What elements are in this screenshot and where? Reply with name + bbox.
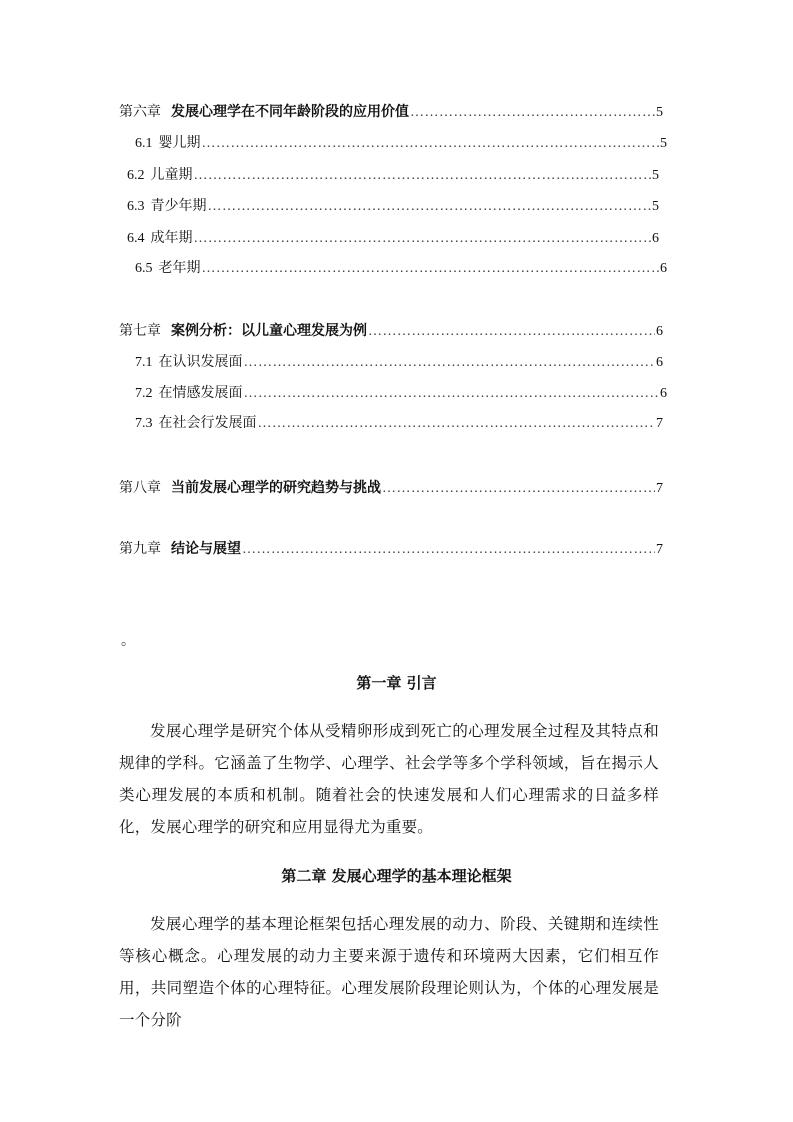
toc-page-number: 5 xyxy=(652,168,659,183)
toc-chapter-label: 第七章 xyxy=(119,323,161,339)
toc-leader xyxy=(244,384,660,404)
toc-entry-ch9[interactable] xyxy=(119,539,663,559)
toc-chapter-label: 第八章 xyxy=(119,480,161,496)
toc-title: 案例分析：以儿童心理发展为例 xyxy=(171,323,367,339)
toc-title: 当前发展心理学的研究趋势与挑战 xyxy=(171,480,381,496)
chapter-1-heading: 第一章 引言 xyxy=(356,674,437,692)
toc-entry-ch7[interactable] xyxy=(119,321,663,341)
toc-section-number: 6.4 xyxy=(127,231,145,246)
toc-leader xyxy=(194,229,652,249)
toc-title: 发展心理学在不同年龄阶段的应用价值 xyxy=(171,104,409,120)
toc-leader xyxy=(382,479,655,499)
toc-leader xyxy=(194,166,652,186)
toc-title: 老年期 xyxy=(158,260,201,276)
toc-leader xyxy=(242,540,655,560)
toc-entry-6-5[interactable] xyxy=(135,258,667,278)
toc-page-number: 5 xyxy=(656,105,663,120)
toc-entry-6-2[interactable] xyxy=(127,165,659,185)
toc-page-number: 6 xyxy=(660,386,667,401)
toc-title: 在认识发展面 xyxy=(158,354,243,370)
toc-section-number: 6.5 xyxy=(135,261,153,276)
toc-leader xyxy=(244,353,656,373)
chapter-2-heading: 第二章 发展心理学的基本理论框架 xyxy=(281,867,512,885)
toc-leader xyxy=(202,134,660,154)
toc-leader xyxy=(410,103,655,123)
toc-entry-7-2[interactable] xyxy=(135,383,667,403)
toc-entry-6-4[interactable] xyxy=(127,228,659,248)
toc-title: 在社会行发展面 xyxy=(158,415,257,431)
toc-page-number: 5 xyxy=(652,199,659,214)
toc-page-number: 7 xyxy=(656,542,663,557)
toc-entry-ch6[interactable] xyxy=(119,102,663,122)
toc-title: 成年期 xyxy=(150,230,193,246)
toc-title: 在情感发展面 xyxy=(158,385,243,401)
toc-page-number: 5 xyxy=(660,136,667,151)
toc-section-number: 7.2 xyxy=(135,386,153,401)
toc-chapter-label: 第九章 xyxy=(119,541,161,557)
toc-leader xyxy=(368,322,655,342)
toc-section-number: 6.2 xyxy=(127,168,145,183)
toc-page-number: 7 xyxy=(656,481,663,496)
toc-page-number: 7 xyxy=(656,416,663,431)
toc-title: 结论与展望 xyxy=(171,541,241,557)
toc-entry-7-1[interactable] xyxy=(135,352,663,372)
toc-page-number: 6 xyxy=(660,261,667,276)
toc-section-number: 7.3 xyxy=(135,416,153,431)
toc-title: 儿童期 xyxy=(150,167,193,183)
toc-entry-7-3[interactable] xyxy=(135,413,663,433)
toc-section-number: 6.3 xyxy=(127,199,145,214)
stray-punctuation: 。 xyxy=(121,633,135,649)
toc-entry-6-3[interactable] xyxy=(127,196,659,216)
toc-page-number: 6 xyxy=(652,231,659,246)
toc-entry-ch8[interactable] xyxy=(119,478,663,498)
toc-leader xyxy=(208,197,652,217)
chapter-1-body: 发展心理学是研究个体从受精卵形成到死亡的心理发展全过程及其特点和规律的学科。它涵盖了生物学、心理学、社会学等多个学科领域，旨在揭示人类心理发展的本质和机制。随着社会的快速发展和人们心理需求的日益多样化，发展心理学的研究和应用显得尤为重要。 xyxy=(119,722,659,836)
toc-page-number: 6 xyxy=(656,355,663,370)
toc-section-number: 6.1 xyxy=(135,136,153,151)
toc-section-number: 7.1 xyxy=(135,355,153,370)
toc-title: 婴儿期 xyxy=(158,135,201,151)
toc-leader xyxy=(258,414,656,434)
toc-entry-6-1[interactable] xyxy=(135,133,667,153)
toc-leader xyxy=(202,259,660,279)
toc-chapter-label: 第六章 xyxy=(119,104,161,120)
toc-title: 青少年期 xyxy=(150,198,207,214)
toc-page-number: 6 xyxy=(656,324,663,339)
chapter-2-body: 发展心理学的基本理论框架包括心理发展的动力、阶段、关键期和连续性等核心概念。心理发展的动力主要来源于遗传和环境两大因素，它们相互作用，共同塑造个体的心理特征。心理发展阶段理论则认为，个体的心理发展是一个分阶 xyxy=(119,915,659,1029)
